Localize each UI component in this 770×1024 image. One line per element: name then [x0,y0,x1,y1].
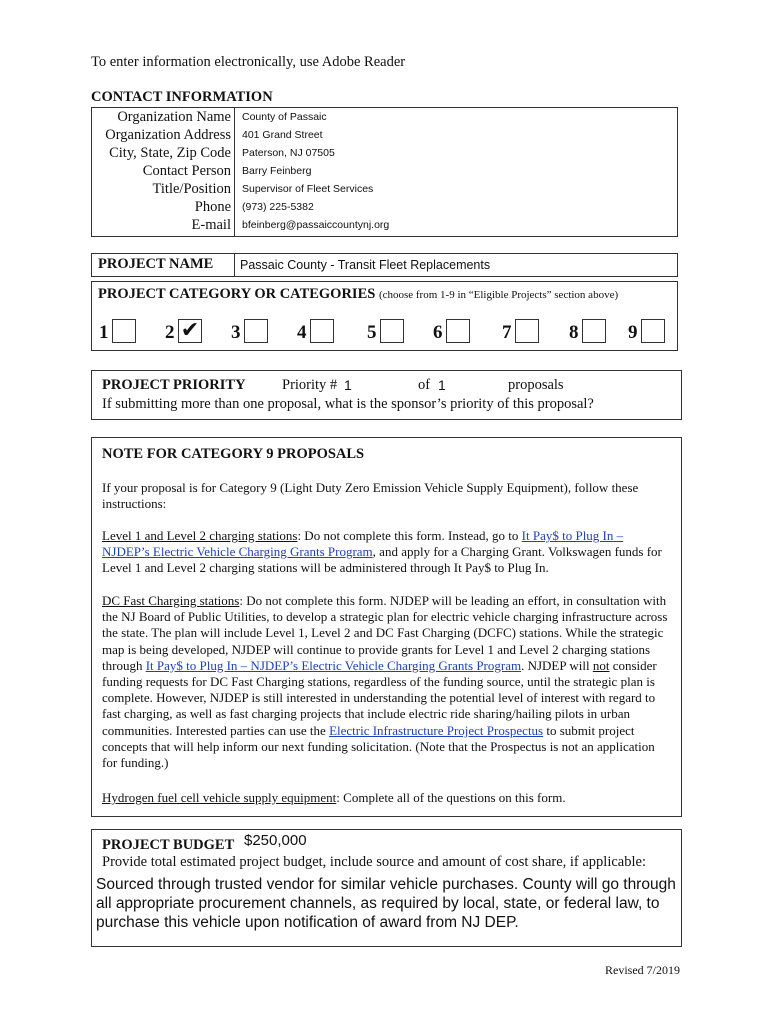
level-1-2-paragraph [102,528,672,577]
contact-person-field[interactable]: Barry Feinberg [242,165,312,177]
priority-of-text: of [418,377,431,393]
category-number: 8 [569,322,579,343]
category-4-checkbox[interactable] [310,319,334,343]
level-1-2-text: : Do not complete this form. Instead, go to [297,528,522,543]
city-state-zip-field[interactable]: Paterson, NJ 07505 [242,147,335,159]
field-label: Phone [194,199,231,215]
project-budget-box [91,829,682,947]
priority-question: If submitting more than one proposal, what is the sponsor’s priority of this proposal? [102,396,594,412]
category-9-checkbox[interactable] [641,319,665,343]
revision-date: Revised 7/2019 [605,963,680,977]
hydrogen-paragraph [102,790,672,806]
category-number: 1 [99,322,109,343]
budget-amount-field[interactable]: $250,000 [244,832,307,849]
title-position-field[interactable]: Supervisor of Fleet Services [242,183,374,195]
budget-instructions: Provide total estimated project budget, include source and amount of cost share, if applicable: [102,854,646,870]
project-name-divider [234,254,235,276]
category-3-checkbox[interactable] [244,319,268,343]
category-number: 3 [231,322,241,343]
electric-infrastructure-prospectus-link[interactable]: Electric Infrastructure Project Prospectus [329,722,544,738]
field-label: Contact Person [142,163,231,179]
priority-total-field[interactable]: 1 [438,377,446,393]
contact-row-organization-address [92,126,677,144]
project-category-heading [98,286,618,303]
priority-proposals-text: proposals [508,377,564,393]
project-name-box [91,253,678,277]
dc-fast-paragraph [102,593,672,771]
budget-description-field[interactable]: Sourced through trusted vendor for similar vehicle purchases. County will go through all appropriate procurement channels, as required by local, state, or federal law, to purchase this vehicle upon notification of award from NJ DEP. [96,876,676,931]
not-emphasis: not [592,657,610,673]
dc-fast-text: : Do not complete this form. NJDEP will be leading an effort, in consultation with the NJ Board of Public Utilities, to develop a strategic plan for electric vehicle charging infrastructure across the state. The plan will include Level 1, Level 2 and DC Fast Charging (DCFC) stations. While the strategic map is being developed, NJDEP will continue to provide grants for Level 1 and Level 2 charging stations through [102,593,668,673]
level-1-2-text-end: , and apply for a Charging Grant. Volkswagen funds for Level 1 and Level 2 charging stations will be administered through It Pay$ to Plug In. [102,544,662,576]
note-intro-paragraph: If your proposal is for Category 9 (Light Duty Zero Emission Vehicle Supply Equipment), follow these instructions: [102,480,639,512]
contact-row-city-state-zip [92,144,677,162]
category-number: 5 [367,322,377,343]
project-category-hint: (choose from 1-9 in “Eligible Projects” section above) [378,289,619,301]
organization-name-field[interactable]: County of Passaic [242,111,327,123]
field-label: E-mail [191,217,231,233]
hydrogen-text: : Complete all of the questions on this form. [336,790,566,805]
category-number: 6 [433,322,443,343]
contact-heading: CONTACT INFORMATION [91,89,273,105]
contact-row-phone [92,198,677,216]
contact-table [91,107,678,237]
dc-fast-text-2: . NJDEP will [521,657,593,673]
field-label: City, State, Zip Code [109,145,231,161]
category-number: 4 [297,322,307,343]
it-pays-to-plug-in-link-2[interactable]: It Pay$ to Plug In – NJDEP’s Electric Vehicle Charging Grants Program [145,657,522,673]
category-9-note-box [91,437,682,817]
field-label: Organization Address [105,127,231,143]
email-field[interactable]: bfeinberg@passaiccountynj.org [242,219,390,231]
priority-rank-field[interactable]: 1 [344,377,352,393]
category-number: 2 [165,322,175,343]
project-category-box [91,281,678,351]
contact-row-contact-person [92,162,677,180]
category-1-checkbox[interactable] [112,319,136,343]
project-name-label: PROJECT NAME [98,256,214,272]
project-priority-box [91,370,682,420]
contact-row-title-position [92,180,677,198]
priority-text: Priority # [282,377,338,393]
category-number: 7 [502,322,512,343]
category-6-checkbox[interactable] [446,319,470,343]
field-label: Title/Position [152,181,231,197]
hydrogen-title: Hydrogen fuel cell vehicle supply equipment [102,790,337,805]
field-label: Organization Name [117,109,231,125]
phone-field[interactable]: (973) 225-5382 [242,201,314,213]
category-number: 9 [628,322,638,343]
category-7-checkbox[interactable] [515,319,539,343]
category-8-checkbox[interactable] [582,319,606,343]
it-pays-to-plug-in-link[interactable]: It Pay$ to Plug In – NJDEP’s Electric Vehicle Charging Grants Program [102,528,624,560]
contact-row-organization-name [92,108,677,126]
dc-fast-text-4: to submit project concepts that will help inform our next funding solicitation. (Note that the Prospectus is not an application for funding.) [102,722,655,771]
dc-fast-text-3: consider funding requests for DC Fast Charging stations, regardless of the funding source, until the strategic plan is complete. However, NJDEP is still interested in understanding the potential level of interest with regard to fast charging, as well as fast charging projects that include electric ride sharing/hailing pilots in urban communities. Interested parties can use the [102,657,657,738]
note-heading: NOTE FOR CATEGORY 9 PROPOSALS [102,446,365,462]
project-category-title: PROJECT CATEGORY OR CATEGORIES [98,286,376,302]
category-5-checkbox[interactable] [380,319,404,343]
organization-address-field[interactable]: 401 Grand Street [242,129,323,141]
category-2-checkbox[interactable]: ✔ [178,319,202,343]
intro-text: To enter information electronically, use Adobe Reader [91,54,406,70]
level-1-2-title: Level 1 and Level 2 charging stations [102,528,298,543]
dc-fast-title: DC Fast Charging stations [102,593,240,608]
contact-row-email [92,216,677,234]
project-priority-label: PROJECT PRIORITY [102,377,246,393]
project-name-field[interactable]: Passaic County - Transit Fleet Replacements [240,258,491,272]
project-budget-label: PROJECT BUDGET [102,837,235,853]
